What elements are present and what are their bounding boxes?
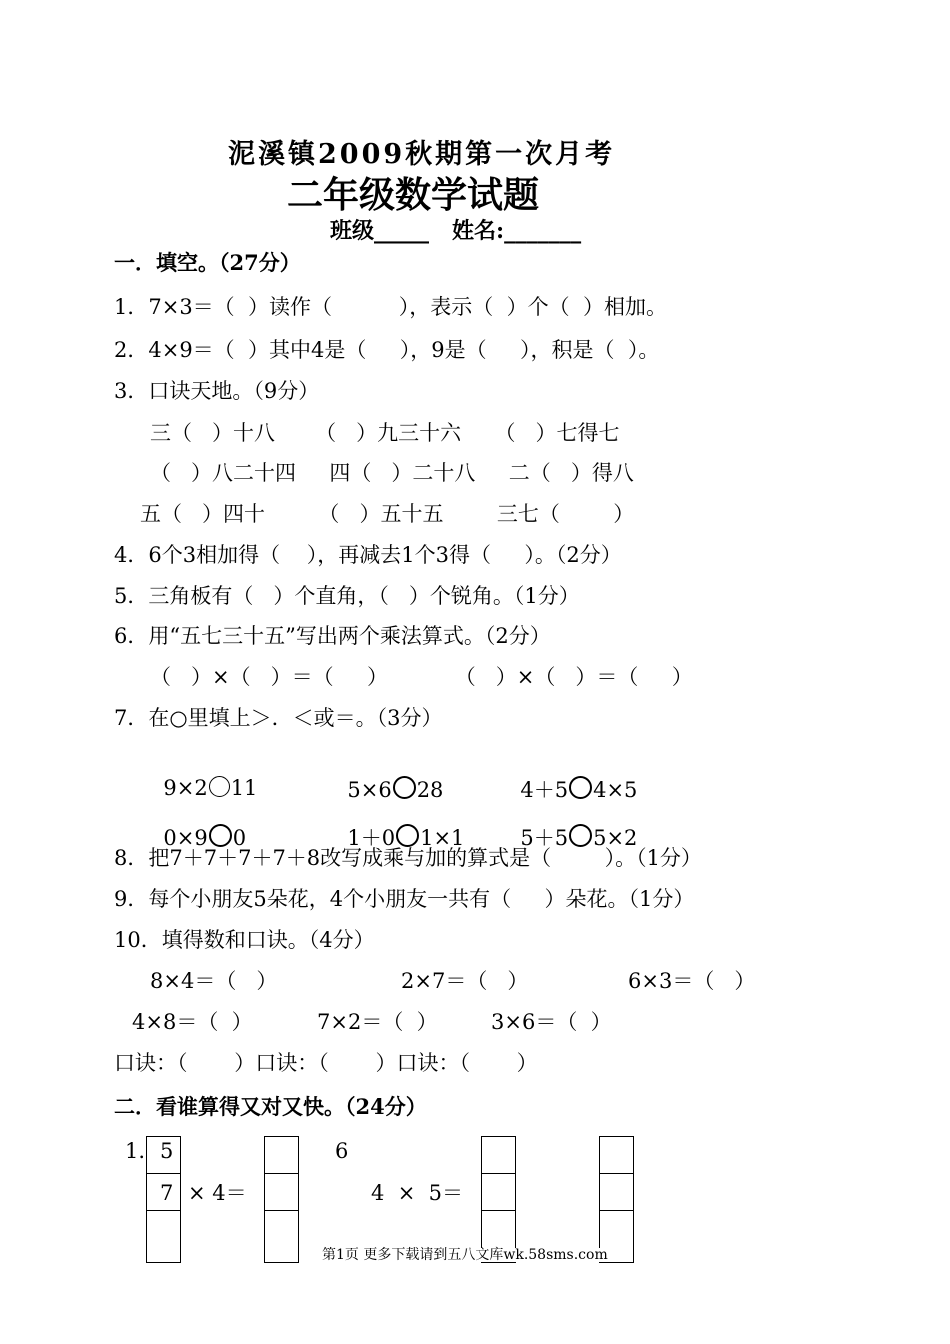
compare-item [507, 803, 637, 849]
compare-item [150, 755, 257, 799]
question-10-item: 8×4＝（ ） [150, 969, 278, 993]
compare-circle[interactable] [569, 824, 592, 847]
box-digit: 7 [160, 1181, 174, 1205]
question-2: 2．4×9＝（ ）其中4是（ ），9是（ ），积是（ ）。 [114, 338, 660, 362]
compare-right: 1×1 [420, 826, 465, 850]
answer-box[interactable] [146, 1210, 181, 1263]
operator-text: 4 × 5＝ [371, 1181, 464, 1205]
exam-title-line2: 二年级数学试题 [287, 174, 540, 216]
compare-item [334, 803, 464, 849]
answer-box[interactable] [264, 1210, 299, 1263]
compare-circle[interactable] [209, 824, 232, 847]
exam-title-line1: 泥溪镇2009秋期第一次月考 [228, 139, 616, 170]
compare-left: 4＋5 [520, 778, 569, 802]
question-10: 10．填得数和口诀。（4分） [114, 928, 375, 952]
question-6: 6．用“五七三十五”写出两个乘法算式。（2分） [114, 624, 551, 648]
question-7: 7．在○里填上＞．＜或＝。（3分） [114, 706, 443, 730]
compare-item [150, 803, 246, 849]
answer-box[interactable] [264, 1173, 299, 1211]
answer-box[interactable] [481, 1173, 516, 1211]
compare-right: 11 [230, 776, 258, 800]
answer-box[interactable] [481, 1136, 516, 1174]
question-10-mnemonics: 口诀：（ ）口诀：（ ）口诀：（ ） [114, 1051, 538, 1075]
question-4: 4．6个3相加得（ ），再减去1个3得（ ）。（2分） [114, 543, 622, 567]
answer-box[interactable] [599, 1136, 634, 1174]
class-name-line: 班级_____ 姓名:_______ [330, 218, 582, 244]
compare-circle[interactable] [396, 824, 419, 847]
question-3-row3: 五（ ）四十 （ ）五十五 三七（ ） [140, 502, 635, 526]
question-10-item: 6×3＝（ ） [628, 969, 756, 993]
compare-right: 28 [416, 778, 444, 802]
question-3: 3．口诀天地。（9分） [114, 379, 320, 403]
box-digit: 5 [160, 1139, 174, 1163]
question-5: 5．三角板有（ ）个直角，（ ）个锐角。（1分） [114, 584, 580, 608]
page-footer: 第1页 更多下载请到五八文库wk.58sms.com [322, 1247, 608, 1263]
question-10-item: 4×8＝（ ） [132, 1010, 253, 1034]
compare-left: 5＋5 [520, 826, 569, 850]
section1-title: 一．填空。（27分） [114, 250, 301, 275]
compare-left: 5×6 [347, 778, 392, 802]
answer-box[interactable] [599, 1173, 634, 1211]
question-6-row1: （ ）×（ ）＝（ ） （ ）×（ ）＝（ ） [150, 665, 693, 689]
question-3-row2: （ ）八二十四 四（ ）二十八 二（ ）得八 [150, 461, 634, 485]
compare-right: 4×5 [593, 778, 638, 802]
compare-left: 0×9 [163, 826, 208, 850]
compare-left: 1＋0 [347, 826, 396, 850]
section2-title: 二．看谁算得又对又快。（24分） [114, 1094, 427, 1119]
question-10-item: 2×7＝（ ） [401, 969, 529, 993]
compare-right: 5×2 [593, 826, 638, 850]
compare-item [334, 755, 443, 801]
question-3-row1: 三（ ）十八 （ ）九三十六 （ ）七得七 [150, 421, 620, 445]
compare-circle[interactable] [209, 776, 230, 797]
question-1: 1．7×3＝（ ）读作（ ），表示（ ）个（ ）相加。 [114, 295, 667, 319]
number-six: 6 [335, 1139, 349, 1163]
question-10-item: 7×2＝（ ） [317, 1010, 438, 1034]
section2-question-number: 1. [125, 1139, 146, 1163]
compare-circle[interactable] [569, 776, 592, 799]
operator-text: × 4＝ [188, 1181, 247, 1205]
compare-left: 9×2 [163, 776, 208, 800]
answer-box[interactable] [264, 1136, 299, 1174]
compare-item [507, 755, 637, 801]
question-10-item: 3×6＝（ ） [491, 1010, 612, 1034]
question-9: 9．每个小朋友5朵花，4个小朋友一共有（ ）朵花。（1分） [114, 887, 695, 911]
question-8: 8．把7＋7＋7＋7＋8改写成乘与加的算式是（ ）。（1分） [114, 846, 702, 870]
compare-circle[interactable] [393, 776, 416, 799]
compare-right: 0 [232, 826, 247, 850]
